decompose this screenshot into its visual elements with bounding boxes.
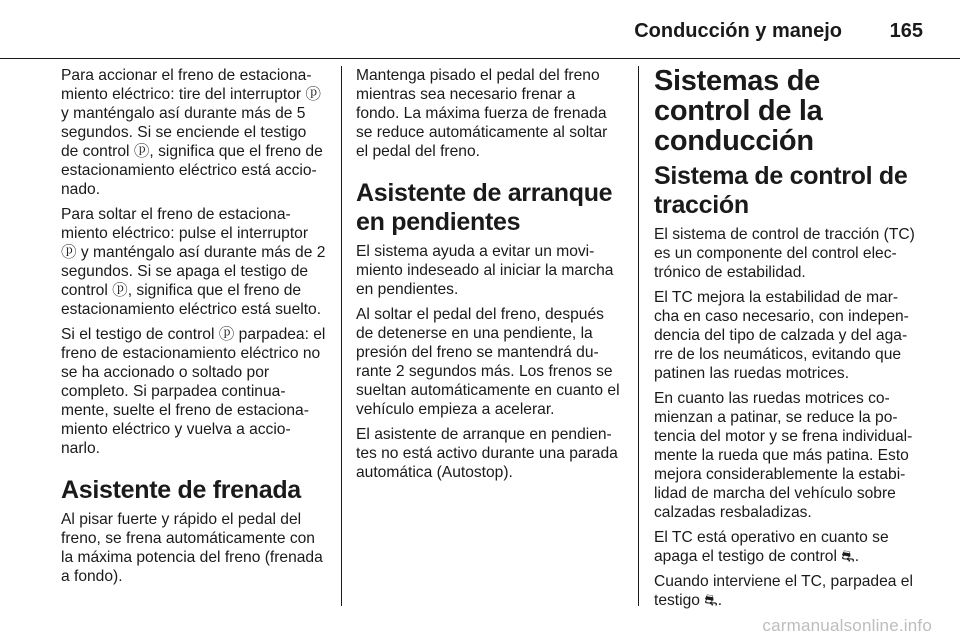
section-title: Conducción y manejo	[634, 20, 842, 42]
brake-assist-heading: Asistente de frenada	[61, 476, 301, 504]
traction-control-operational-paragraph: El TC está operativo en cuanto se apaga el testigo de control ⛐.	[654, 529, 889, 565]
watermark: carmanualsonline.info	[762, 616, 932, 635]
traction-control-intro-paragraph: El sistema de control de tracción (TC) es un componente del control elec-trónico de estabilidad.	[654, 226, 915, 281]
column-divider-2	[638, 66, 639, 606]
column-1	[61, 66, 326, 592]
traction-control-wheelspin-paragraph: En cuanto las ruedas motrices co-mienzan a patinar, se reduce la po-tencia del motor y se frena individual-mente la rueda que más patina. Esto mejora considerablemente la estabi-lidad de marcha del vehículo sobre calzadas resbaladizas.	[654, 390, 913, 521]
traction-control-heading: Sistema de control de tracción	[654, 162, 908, 219]
column-3	[654, 66, 922, 616]
page-header	[0, 0, 960, 60]
traction-control-warning-paragraph: Cuando interviene el TC, parpadea el testigo ⛐.	[654, 573, 913, 609]
brake-assist-continued-paragraph: Mantenga pisado el pedal del freno mientras sea necesario frenar a fondo. La máxima fuerza de frenada se reduce automáticamente al soltar el pedal del freno.	[356, 67, 608, 160]
brake-assist-paragraph: Al pisar fuerte y rápido el pedal del freno, se frena automáticamente con la máxima potencia del freno (frenada a fondo).	[61, 511, 323, 585]
parking-brake-release-paragraph: Para soltar el freno de estaciona-miento eléctrico: pulse el interruptor ⓟ y manténgalo así durante más de 2 segundos. Si se apaga el testigo de control ⓟ, significa que el freno de estacionamiento eléctrico está suelto.	[61, 206, 326, 318]
page-number: 165	[889, 20, 923, 42]
parking-brake-warning-paragraph: Si el testigo de control ⓟ parpadea: el freno de estacionamiento eléctrico no se ha accionado o soltado por completo. Si parpadea continua-mente, suelte el freno de estaciona-miento eléctrico y vuelva a accio-narlo.	[61, 326, 326, 457]
column-divider-1	[341, 66, 342, 606]
hill-start-intro-paragraph: El sistema ayuda a evitar un movi-miento indeseado al iniciar la marcha en pendientes.	[356, 243, 614, 298]
hill-start-assist-heading: Asistente de arranque en pendientes	[356, 179, 613, 236]
traction-control-stability-paragraph: El TC mejora la estabilidad de mar-cha en caso necesario, con indepen-dencia del tipo de calzada y del aga-rre de los neumáticos, evitando que patinen las ruedas motrices.	[654, 289, 909, 382]
hill-start-detail-paragraph: Al soltar el pedal del freno, después de detenerse en una pendiente, la presión del freno se mantendrá du-rante 2 segundos más. Los frenos se sueltan automáticamente en cuanto el vehículo empieza a acelerar.	[356, 306, 620, 418]
column-2	[356, 66, 621, 488]
header-rule	[0, 58, 960, 59]
parking-brake-apply-paragraph: Para accionar el freno de estaciona-miento eléctrico: tire del interruptor ⓟ y manténgalo así durante más de 5 segundos. Si se enciende el testigo de control ⓟ, significa que el freno de estacionamiento eléctrico está accio-nado.	[61, 67, 323, 198]
hill-start-autostop-paragraph: El asistente de arranque en pendien-tes no está activo durante una parada automática (Autostop).	[356, 426, 618, 481]
driving-control-systems-heading: Sistemas de control de la conducción	[654, 65, 823, 157]
